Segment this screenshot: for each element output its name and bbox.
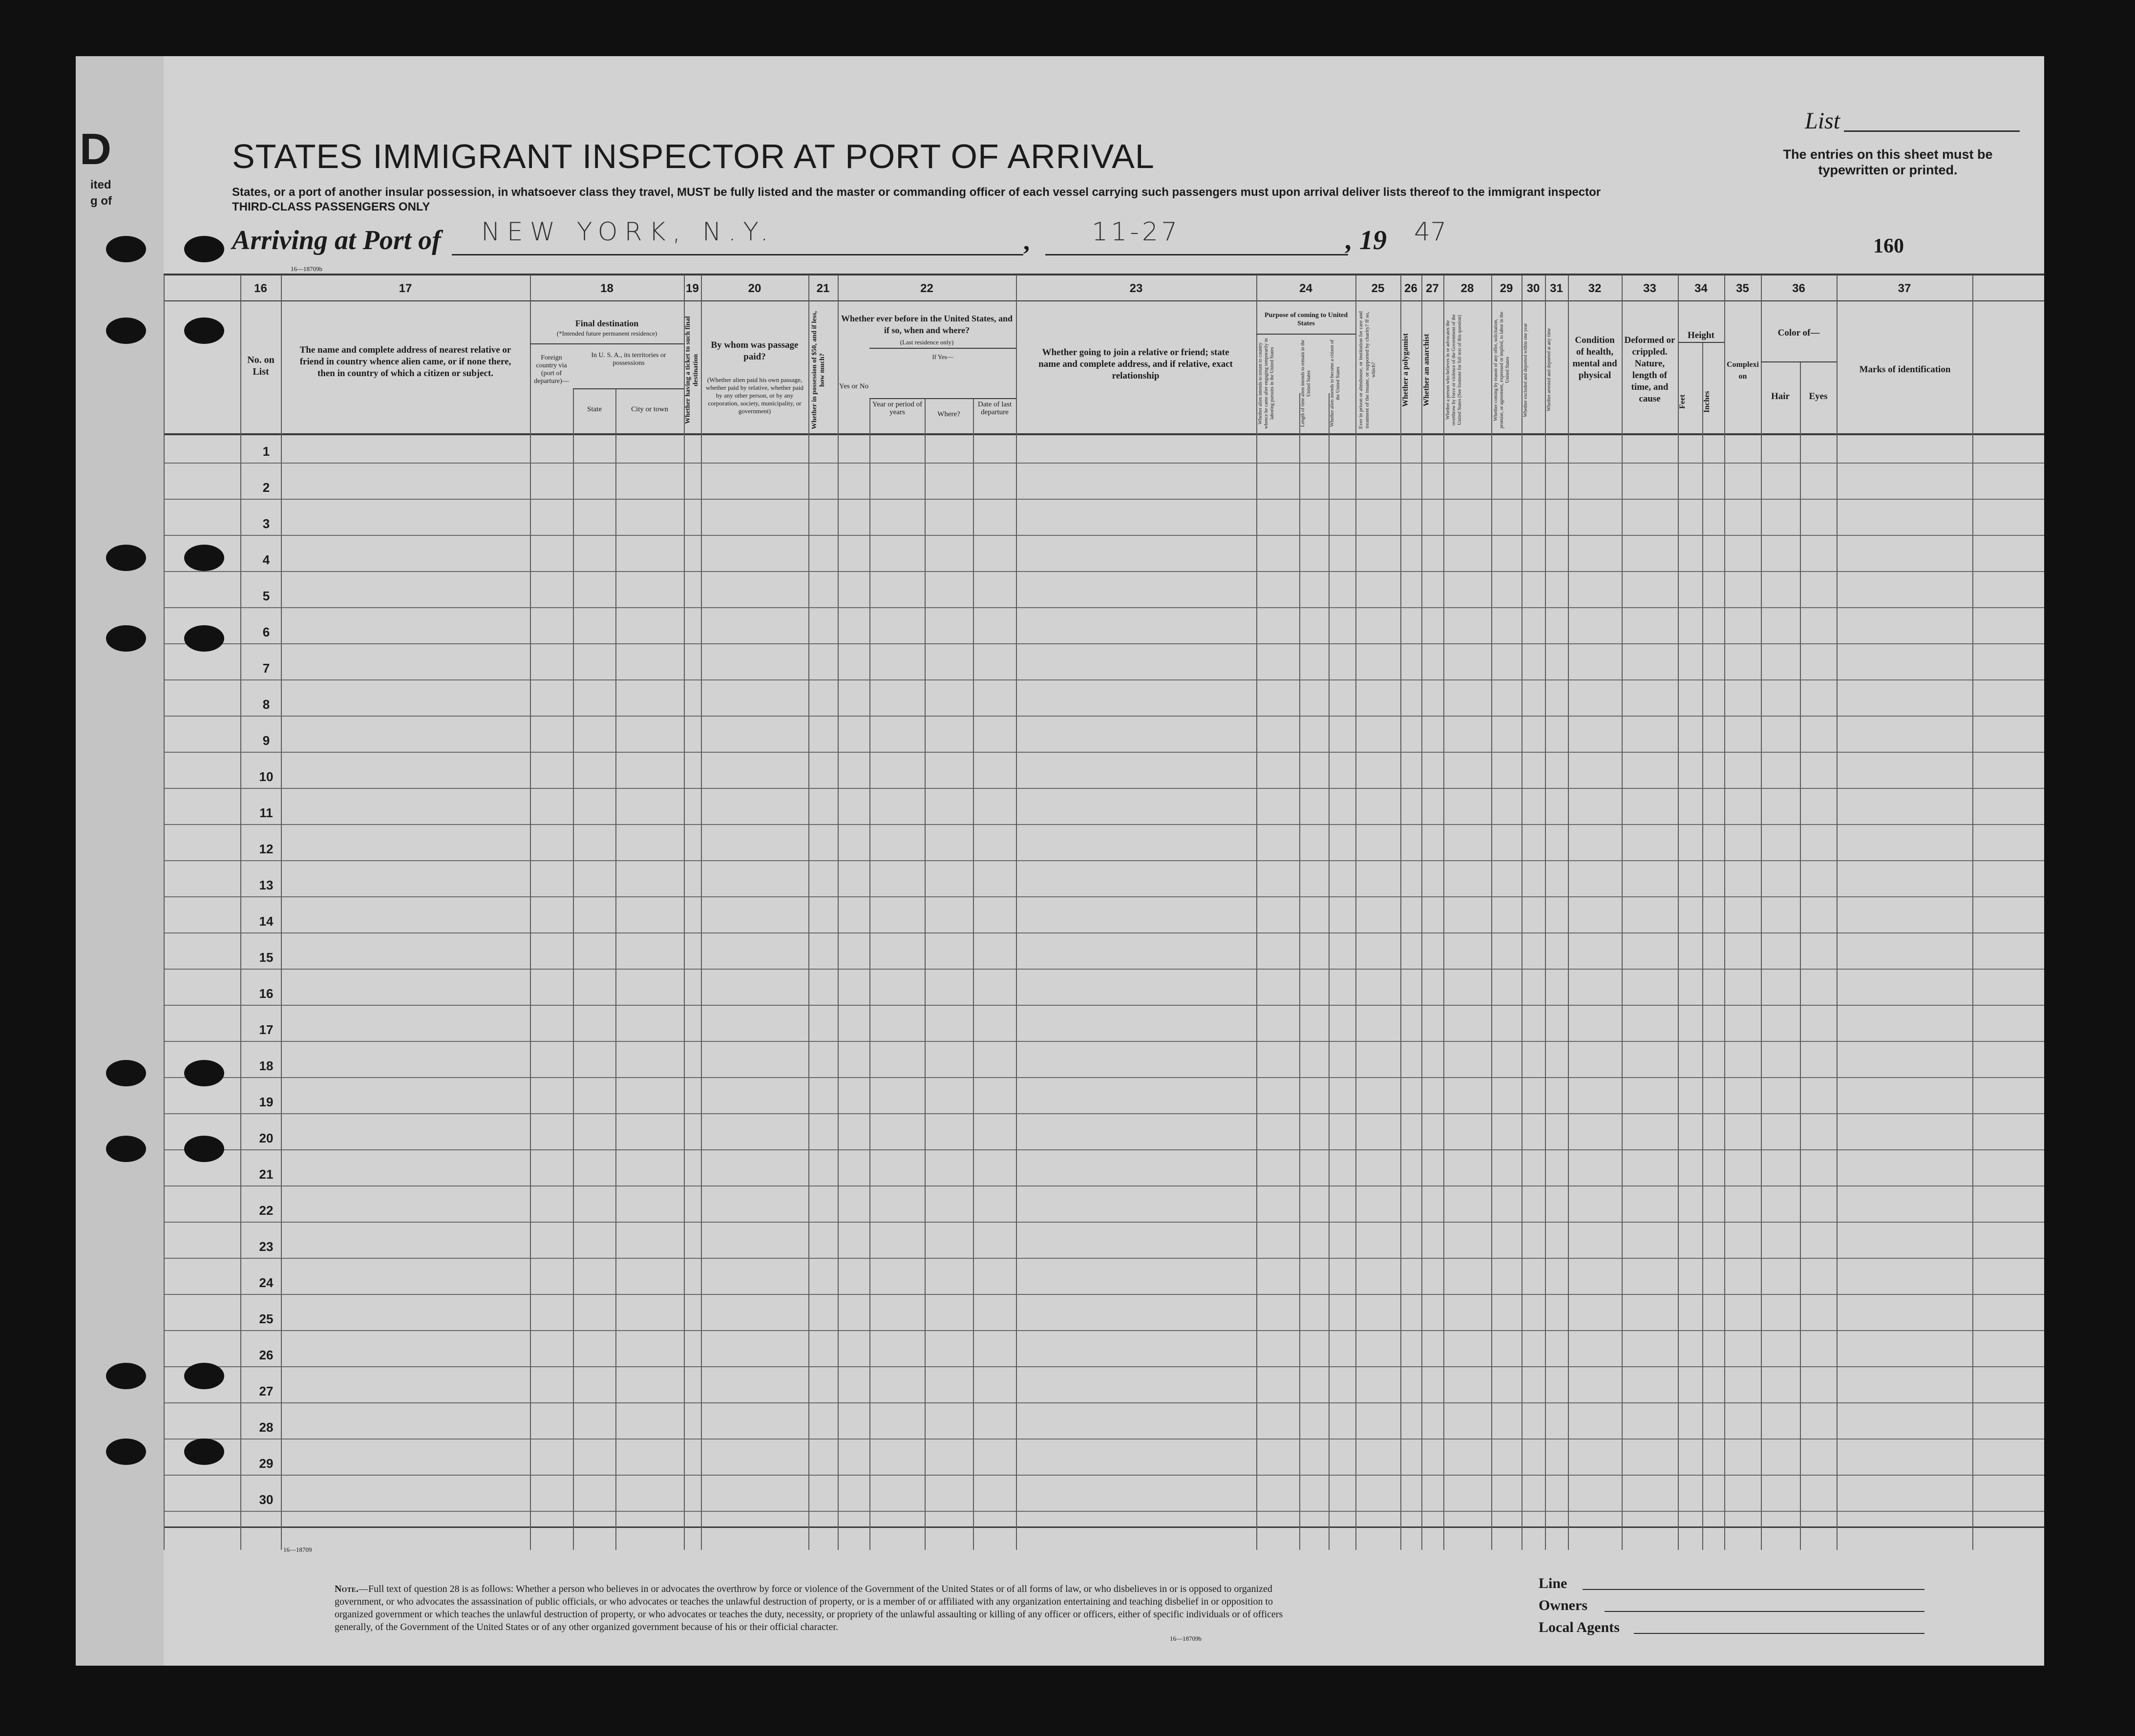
punch-hole [184, 1439, 224, 1465]
col-line [1355, 275, 1356, 1550]
header-purpose: Purpose of coming to United States [1264, 312, 1348, 327]
left-edge-line-1: ited [90, 178, 111, 191]
line-underline [1583, 1589, 1924, 1590]
col-number: 21 [816, 282, 830, 295]
header-ticket: Whether having a ticket to such final destination [684, 316, 699, 424]
class-line: THIRD-CLASS PASSENGERS ONLY [232, 200, 430, 213]
row-line [164, 571, 2044, 572]
row-number: 13 [259, 878, 274, 892]
col-line [1329, 393, 1330, 1550]
c18-rule [530, 343, 684, 344]
row-line [164, 1005, 2044, 1006]
col-number: 18 [600, 282, 613, 295]
port-handwritten: NEW YORK, N.Y. [481, 217, 776, 247]
row-number: 12 [259, 842, 274, 856]
row-line [164, 1222, 2044, 1223]
col-line [1800, 361, 1801, 1550]
form-code-bottom: 16—18709 [283, 1546, 312, 1553]
row-number: 30 [259, 1492, 274, 1507]
c18-sub-rule [573, 388, 684, 389]
row-number: 18 [259, 1059, 274, 1073]
row-number: 2 [262, 480, 270, 495]
row-number: 22 [259, 1203, 274, 1218]
row-line [164, 463, 2044, 464]
punch-hole [184, 625, 224, 652]
row-number: 17 [259, 1022, 274, 1037]
col-line [1016, 275, 1017, 1550]
line-label: Line [1539, 1575, 1567, 1591]
col-number: 24 [1299, 282, 1312, 295]
row-number: 3 [262, 516, 270, 531]
col-number: 23 [1129, 282, 1143, 295]
row-line [164, 969, 2044, 970]
left-edge-letter: D [80, 125, 111, 174]
punch-hole [184, 1060, 224, 1086]
row-line [164, 1366, 2044, 1367]
header-inches: Inches [1703, 391, 1711, 413]
header-purpose-length: Length of time alien intends to remain in the United States [1300, 339, 1311, 427]
header-question-28: Whether a person who believes in or advocates the overthrow by force or violence of the Government of the United States (See footnote for full text of this question) [1445, 314, 1462, 426]
row-line [164, 1294, 2044, 1295]
subtitle-line: States, or a port of another insular possession, in whatsoever class they travel, MUST be fully listed and the master or commanding officer of each vessel carrying such passengers must upon arrival deliver lists thereof to the immigrant inspector [232, 186, 1601, 199]
header-polygamist: Whether a polygamist [1401, 333, 1410, 407]
col-line [1837, 275, 1838, 1550]
entries-note: The entries on this sheet must be typewritten or printed. [1783, 147, 1993, 177]
row-line [164, 752, 2044, 753]
row-number: 27 [259, 1384, 274, 1398]
row-number: 10 [259, 769, 274, 784]
header-in-usa: In U. S. A., its territories or possessions [591, 352, 666, 367]
col-number: 16 [254, 282, 267, 295]
row-line [164, 607, 2044, 608]
col-line [869, 398, 870, 1550]
col-line [701, 275, 702, 1550]
col-line [1421, 275, 1422, 1550]
punch-hole [184, 1136, 224, 1162]
col-number: 26 [1404, 282, 1417, 295]
row-number: 20 [259, 1131, 274, 1145]
row-number: 4 [262, 552, 270, 567]
col-line [1443, 275, 1444, 1550]
header-eyes: Eyes [1809, 391, 1828, 402]
col-line [1724, 275, 1725, 1550]
row-line [164, 1475, 2044, 1476]
header-offer-labor: Whether coming by reason of any offer, solicitation, promise, or agreement, expressed or implied, to labor in the United States [1493, 312, 1510, 428]
col-number: 37 [1898, 282, 1911, 295]
col-line [240, 275, 241, 1550]
col-line [530, 275, 531, 1550]
col-line [164, 275, 165, 1550]
footnote [335, 1583, 1311, 1633]
header-feet: Feet [1678, 394, 1687, 409]
table-bottom-rule [164, 1526, 2044, 1528]
row-line [164, 716, 2044, 717]
col-line [1678, 275, 1679, 1550]
manifest-sheet [76, 56, 2044, 1666]
row-number: 8 [262, 697, 270, 712]
punch-hole [184, 318, 224, 344]
year-prefix: , 19 [1346, 225, 1387, 255]
header-deformed: Deformed or crippled. Nature, length of time, and cause [1624, 335, 1675, 404]
header-year-period: Year or period of years [872, 401, 923, 416]
header-ever-before: Whether ever before in the United States, and if so, when and where? [841, 314, 1013, 335]
row-line [164, 1402, 2044, 1403]
row-number: 11 [259, 805, 273, 820]
owners-underline [1605, 1611, 1924, 1612]
col-line [1545, 275, 1546, 1550]
row-number: 14 [259, 914, 274, 929]
header-final-destination: Final destination [575, 318, 639, 328]
left-binding-strip [76, 56, 164, 1666]
form-code-top: 16—18709b [291, 265, 322, 273]
row-number: 28 [259, 1420, 274, 1435]
row-number: 6 [262, 625, 270, 639]
agents-underline [1634, 1633, 1924, 1634]
list-underline [1844, 130, 2020, 132]
row-number: 15 [259, 950, 274, 965]
col-number: 25 [1371, 282, 1385, 295]
punch-hole [106, 318, 146, 344]
header-height: Height [1688, 330, 1714, 340]
row-number: 29 [259, 1456, 274, 1471]
col-line [1761, 275, 1762, 1550]
header-last-departure: Date of last departure [977, 401, 1012, 416]
punch-hole [106, 1060, 146, 1086]
punch-hole [106, 1363, 146, 1389]
col-line [1400, 275, 1401, 1550]
col-number: 20 [748, 282, 761, 295]
row-line [164, 535, 2044, 536]
footnote-label: Note. [335, 1584, 359, 1594]
header-city: City or town [631, 405, 668, 413]
col-line [838, 275, 839, 1550]
col-line [1491, 275, 1492, 1550]
col-number: 36 [1792, 282, 1805, 295]
row-number: 19 [259, 1095, 274, 1109]
row-number: 21 [259, 1167, 274, 1182]
row-number: 25 [259, 1312, 274, 1326]
punch-hole [106, 1136, 146, 1162]
row-line [164, 824, 2044, 825]
header-purpose-citizen: Whether alien intends to become a citizen of the United States [1330, 339, 1341, 427]
col-number: 22 [920, 282, 933, 295]
col-line [808, 275, 809, 1550]
header-marks: Marks of identification [1859, 364, 1951, 375]
punch-hole [106, 1439, 146, 1465]
row-line [164, 1041, 2044, 1042]
page-number: 160 [1873, 235, 1904, 257]
header-bottom-rule [164, 433, 2044, 435]
c22-rule [869, 348, 1016, 349]
col-line [684, 275, 685, 1550]
col-number: 28 [1460, 282, 1474, 295]
col-line [1622, 275, 1623, 1550]
row-line [164, 1077, 2044, 1078]
row-line [164, 679, 2044, 680]
header-fifty-dollars: Whether in possession of $50, and if less, how much? [811, 311, 826, 429]
punch-hole [184, 545, 224, 571]
col-number: 34 [1694, 282, 1708, 295]
footnote-text: —Full text of question 28 is as follows: Whether a person who believes in or advocates the overthrow by force or violence of the Government of the United States or of all forms of law, or who disbelieves in or is opposed to organized government, or who advocates the assassination of public officials, or who advocates or teaches the unlawful destruction of property, or is a member of or affiliated with any organization entertaining and teaching disbelief in or opposition to organized government or which teaches the unlawful destruction of property, or who advocates or teaches the duty, necessity, or propriety of the unlawful assaulting or killing of any officer or officers, either of specific individuals or of officers generally, of the Government of the United States or of any other organized government because of his or their official character. [335, 1584, 1283, 1632]
header-hair: Hair [1771, 391, 1790, 402]
col-number: 32 [1588, 282, 1602, 295]
port-underline [452, 254, 1023, 255]
c24-rule [1256, 334, 1355, 335]
agents-label: Local Agents [1539, 1619, 1620, 1635]
header-color-of: Color of— [1777, 328, 1820, 338]
row-line [164, 932, 2044, 933]
header-health: Condition of health, mental and physical [1572, 335, 1617, 381]
table-top-rule [164, 274, 2044, 275]
date-handwritten: 11-27 [1092, 217, 1181, 247]
col-line [1568, 275, 1569, 1550]
left-edge-line-2: g of [90, 194, 112, 208]
c36-rule [1761, 361, 1837, 362]
col-number: 19 [686, 282, 699, 295]
col-line [1299, 393, 1300, 1550]
col-number: 17 [399, 282, 412, 295]
row-line [164, 1439, 2044, 1440]
row-line [164, 860, 2044, 861]
page-title: STATES IMMIGRANT INSPECTOR AT PORT OF ARRIVAL [232, 137, 1155, 175]
col-number: 33 [1643, 282, 1656, 295]
punch-hole [106, 236, 146, 262]
header-purpose-return: Whether alien intends to return to country whence he came after engaging temporarily in laboring pursuits in the United States [1258, 338, 1275, 429]
col-line [1972, 275, 1973, 1550]
footnote-code: 16—18709b [1170, 1635, 1202, 1642]
col-number: 30 [1526, 282, 1540, 295]
header-arrested: Whether arrested and deported at any time [1546, 328, 1552, 412]
row-number: 16 [259, 986, 274, 1001]
header-prison: Ever in prison or almshouse, or institution for care and treatment of the insane, or supported by charity? If so, which? [1358, 311, 1376, 429]
c22-sub-rule [869, 398, 1016, 399]
date-underline [1045, 254, 1348, 255]
punch-hole [184, 236, 224, 262]
row-number: 1 [262, 444, 270, 459]
header-passage-paid-note: (Whether alien paid his own passage, whether paid by relative, whether paid by any other person, or by any corporation, society, municipality, or government) [706, 376, 803, 415]
list-label: List [1805, 108, 1840, 134]
punch-hole [106, 545, 146, 571]
punch-hole [184, 1363, 224, 1389]
col-line [615, 388, 616, 1550]
punch-hole [106, 625, 146, 652]
row-line [164, 1330, 2044, 1331]
row-line [164, 1511, 2044, 1512]
col-number: 31 [1550, 282, 1563, 295]
col-number: 29 [1500, 282, 1513, 295]
row-number: 9 [262, 733, 270, 748]
row-line [164, 1113, 2044, 1114]
header-state: State [587, 405, 602, 413]
row-number: 24 [259, 1275, 274, 1290]
colnum-rule [164, 300, 2044, 301]
col-line [1702, 342, 1703, 1550]
col-number: 35 [1736, 282, 1749, 295]
arriving-label: Arriving at Port of [232, 225, 441, 255]
row-line [164, 1258, 2044, 1259]
row-line [164, 896, 2044, 897]
header-final-destination-note: (*Intended future permanent residence) [556, 330, 657, 337]
year-handwritten: 47 [1414, 217, 1447, 247]
header-anarchist: Whether an anarchist [1422, 334, 1431, 406]
c34-rule [1678, 342, 1724, 343]
header-nearest-relative: The name and complete address of nearest relative or friend in country whence alien came, or if none there, then in country of which a citizen or subject. [299, 345, 511, 379]
col-line [573, 388, 574, 1550]
header-no-on-list: No. on List [247, 355, 275, 377]
col-number: 27 [1426, 282, 1439, 295]
row-line [164, 499, 2044, 500]
row-line [164, 643, 2044, 644]
col-line [1256, 275, 1257, 1550]
col-line [973, 398, 974, 1550]
col-line [925, 398, 926, 1550]
header-join-relative: Whether going to join a relative or friend; state name and complete address, and if relative, exact relationship [1038, 347, 1233, 381]
row-number: 7 [262, 661, 270, 676]
row-line [164, 788, 2044, 789]
header-foreign-country: Foreign country via (port of departure)— [534, 354, 569, 385]
row-number: 26 [259, 1348, 274, 1362]
header-ever-before-note: (Last residence only) [900, 339, 954, 346]
header-passage-paid: By whom was passage paid? [711, 340, 799, 362]
header-excluded: Whether excluded and deported within one year [1523, 323, 1528, 417]
row-number: 23 [259, 1239, 274, 1254]
row-line [164, 1149, 2044, 1150]
header-complexion: Complexion [1727, 360, 1759, 381]
header-yes-no: Yes or No [839, 382, 869, 390]
port-comma: , [1023, 228, 1030, 255]
owners-label: Owners [1539, 1597, 1587, 1613]
row-number: 5 [262, 589, 270, 603]
header-where: Where? [937, 410, 960, 418]
header-if-yes: If Yes— [932, 353, 953, 360]
